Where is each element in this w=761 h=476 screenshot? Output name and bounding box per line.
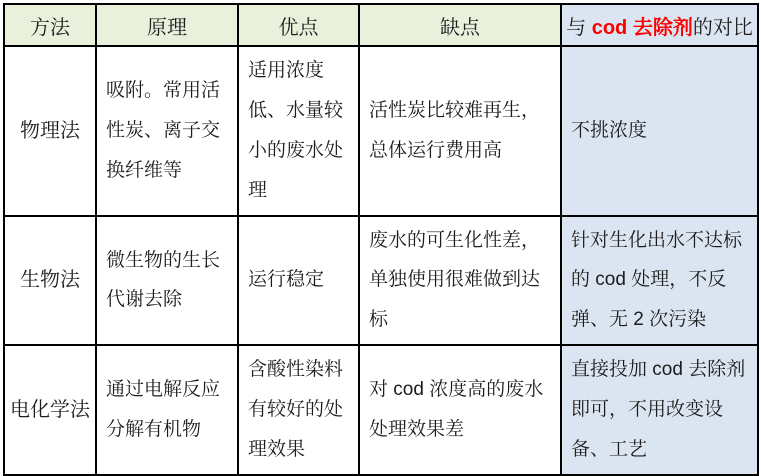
cell-method-physical: 物理法 [4, 46, 96, 216]
cell-advantage-biological: 运行稳定 [238, 216, 359, 346]
cell-principle-electrochemical: 通过电解反应分解有机物 [96, 345, 238, 475]
header-compare [561, 4, 758, 46]
table-row-electrochemical [4, 345, 758, 475]
header-principle: 原理 [96, 4, 238, 46]
cell-advantage-electrochemical: 含酸性染料有较好的处理效果 [238, 345, 359, 475]
methods-comparison-table [3, 3, 759, 476]
header-row [4, 4, 758, 46]
cell-principle-biological: 微生物的生长代谢去除 [96, 216, 238, 346]
cell-comparison-electrochemical: 直接投加 cod 去除剂即可，不用改变设备、工艺 [561, 345, 758, 475]
cell-disadvantage-physical: 活性炭比较难再生，总体运行费用高 [359, 46, 561, 216]
cell-principle-physical: 吸附。常用活性炭、离子交换纤维等 [96, 46, 238, 216]
header-compare-suffix: 的对比 [692, 16, 753, 39]
cell-comparison-biological: 针对生化出水不达标的 cod 处理，不反弹、无 2 次污染 [561, 216, 758, 346]
cell-disadvantage-biological: 废水的可生化性差，单独使用很难做到达标 [359, 216, 561, 346]
header-method: 方法 [4, 4, 96, 46]
header-compare-highlight: cod 去除剂 [591, 16, 693, 39]
cell-comparison-physical: 不挑浓度 [561, 46, 758, 216]
cell-method-biological: 生物法 [4, 216, 96, 346]
table-row-biological [4, 216, 758, 346]
cell-advantage-physical: 适用浓度低、水量较小的废水处理 [238, 46, 359, 216]
cell-method-electrochemical: 电化学法 [4, 345, 96, 475]
header-compare-prefix: 与 [566, 16, 592, 39]
header-disadvantage: 缺点 [359, 4, 561, 46]
table-row-physical [4, 46, 758, 216]
cell-disadvantage-electrochemical: 对 cod 浓度高的废水处理效果差 [359, 345, 561, 475]
header-advantage: 优点 [238, 4, 359, 46]
